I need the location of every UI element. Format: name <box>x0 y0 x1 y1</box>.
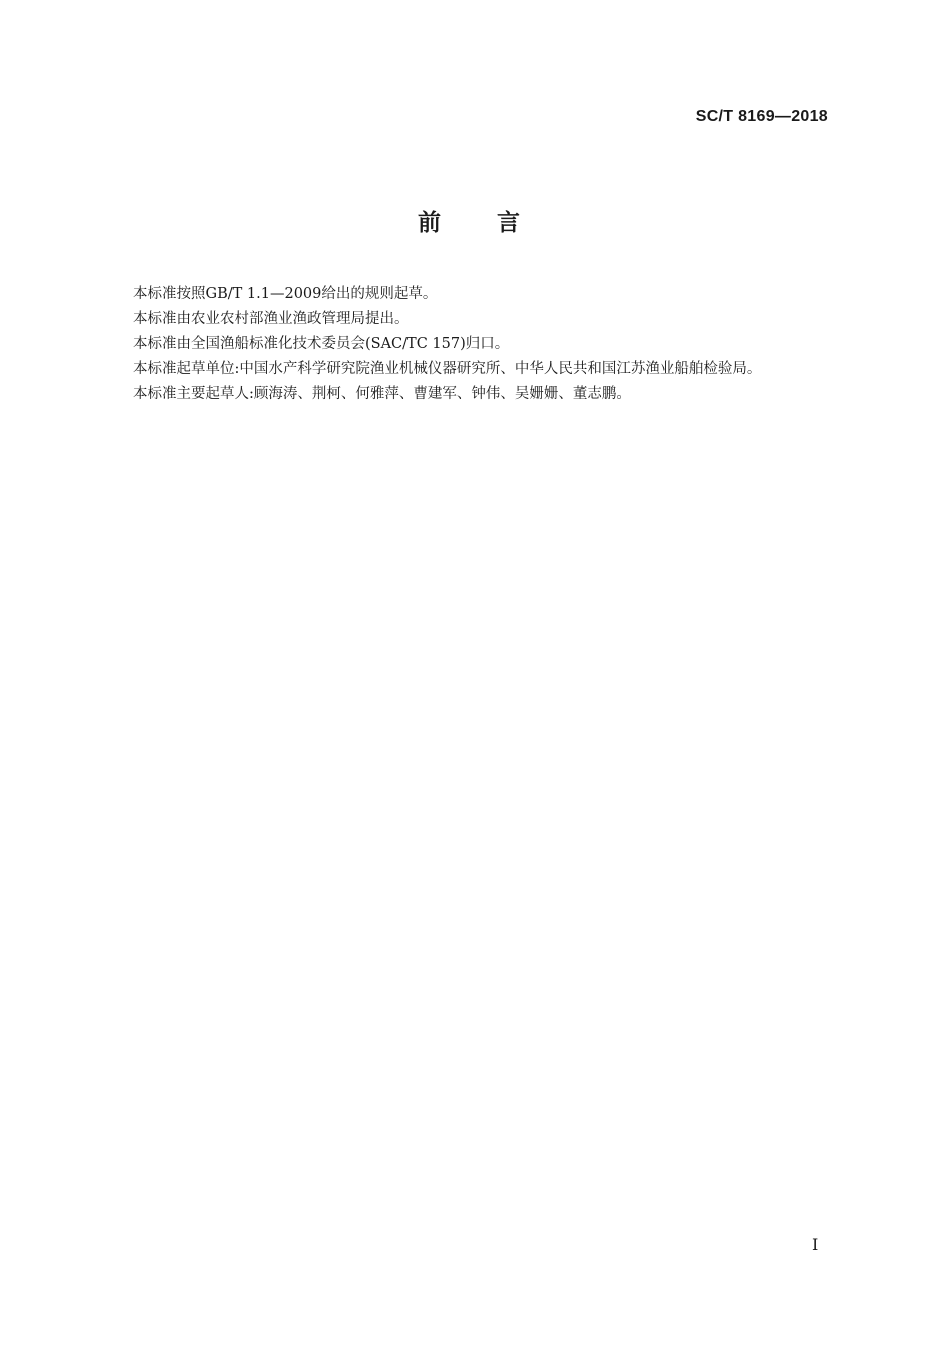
paragraph-drafters: 本标准主要起草人:顾海涛、荆柯、何雅萍、曹建军、钟伟、吴姗姗、董志鹏。 <box>133 386 631 402</box>
paragraph-committee: 本标准由全国渔船标准化技术委员会(SAC/TC 157)归口。 <box>133 336 510 352</box>
paragraph-proposer: 本标准由农业农村部渔业渔政管理局提出。 <box>133 311 409 327</box>
paragraph-drafting-units: 本标准起草单位:中国水产科学研究院渔业机械仪器研究所、中华人民共和国江苏渔业船舶检验局。 <box>133 361 762 377</box>
page-number: I <box>812 1235 819 1254</box>
page-title: 前言 <box>418 210 576 236</box>
standard-code: SC/T 8169—2018 <box>695 108 828 125</box>
paragraph-drafting-rules: 本标准按照GB/T 1.1—2009给出的规则起草。 <box>133 286 438 302</box>
foreword-body <box>100 282 832 407</box>
